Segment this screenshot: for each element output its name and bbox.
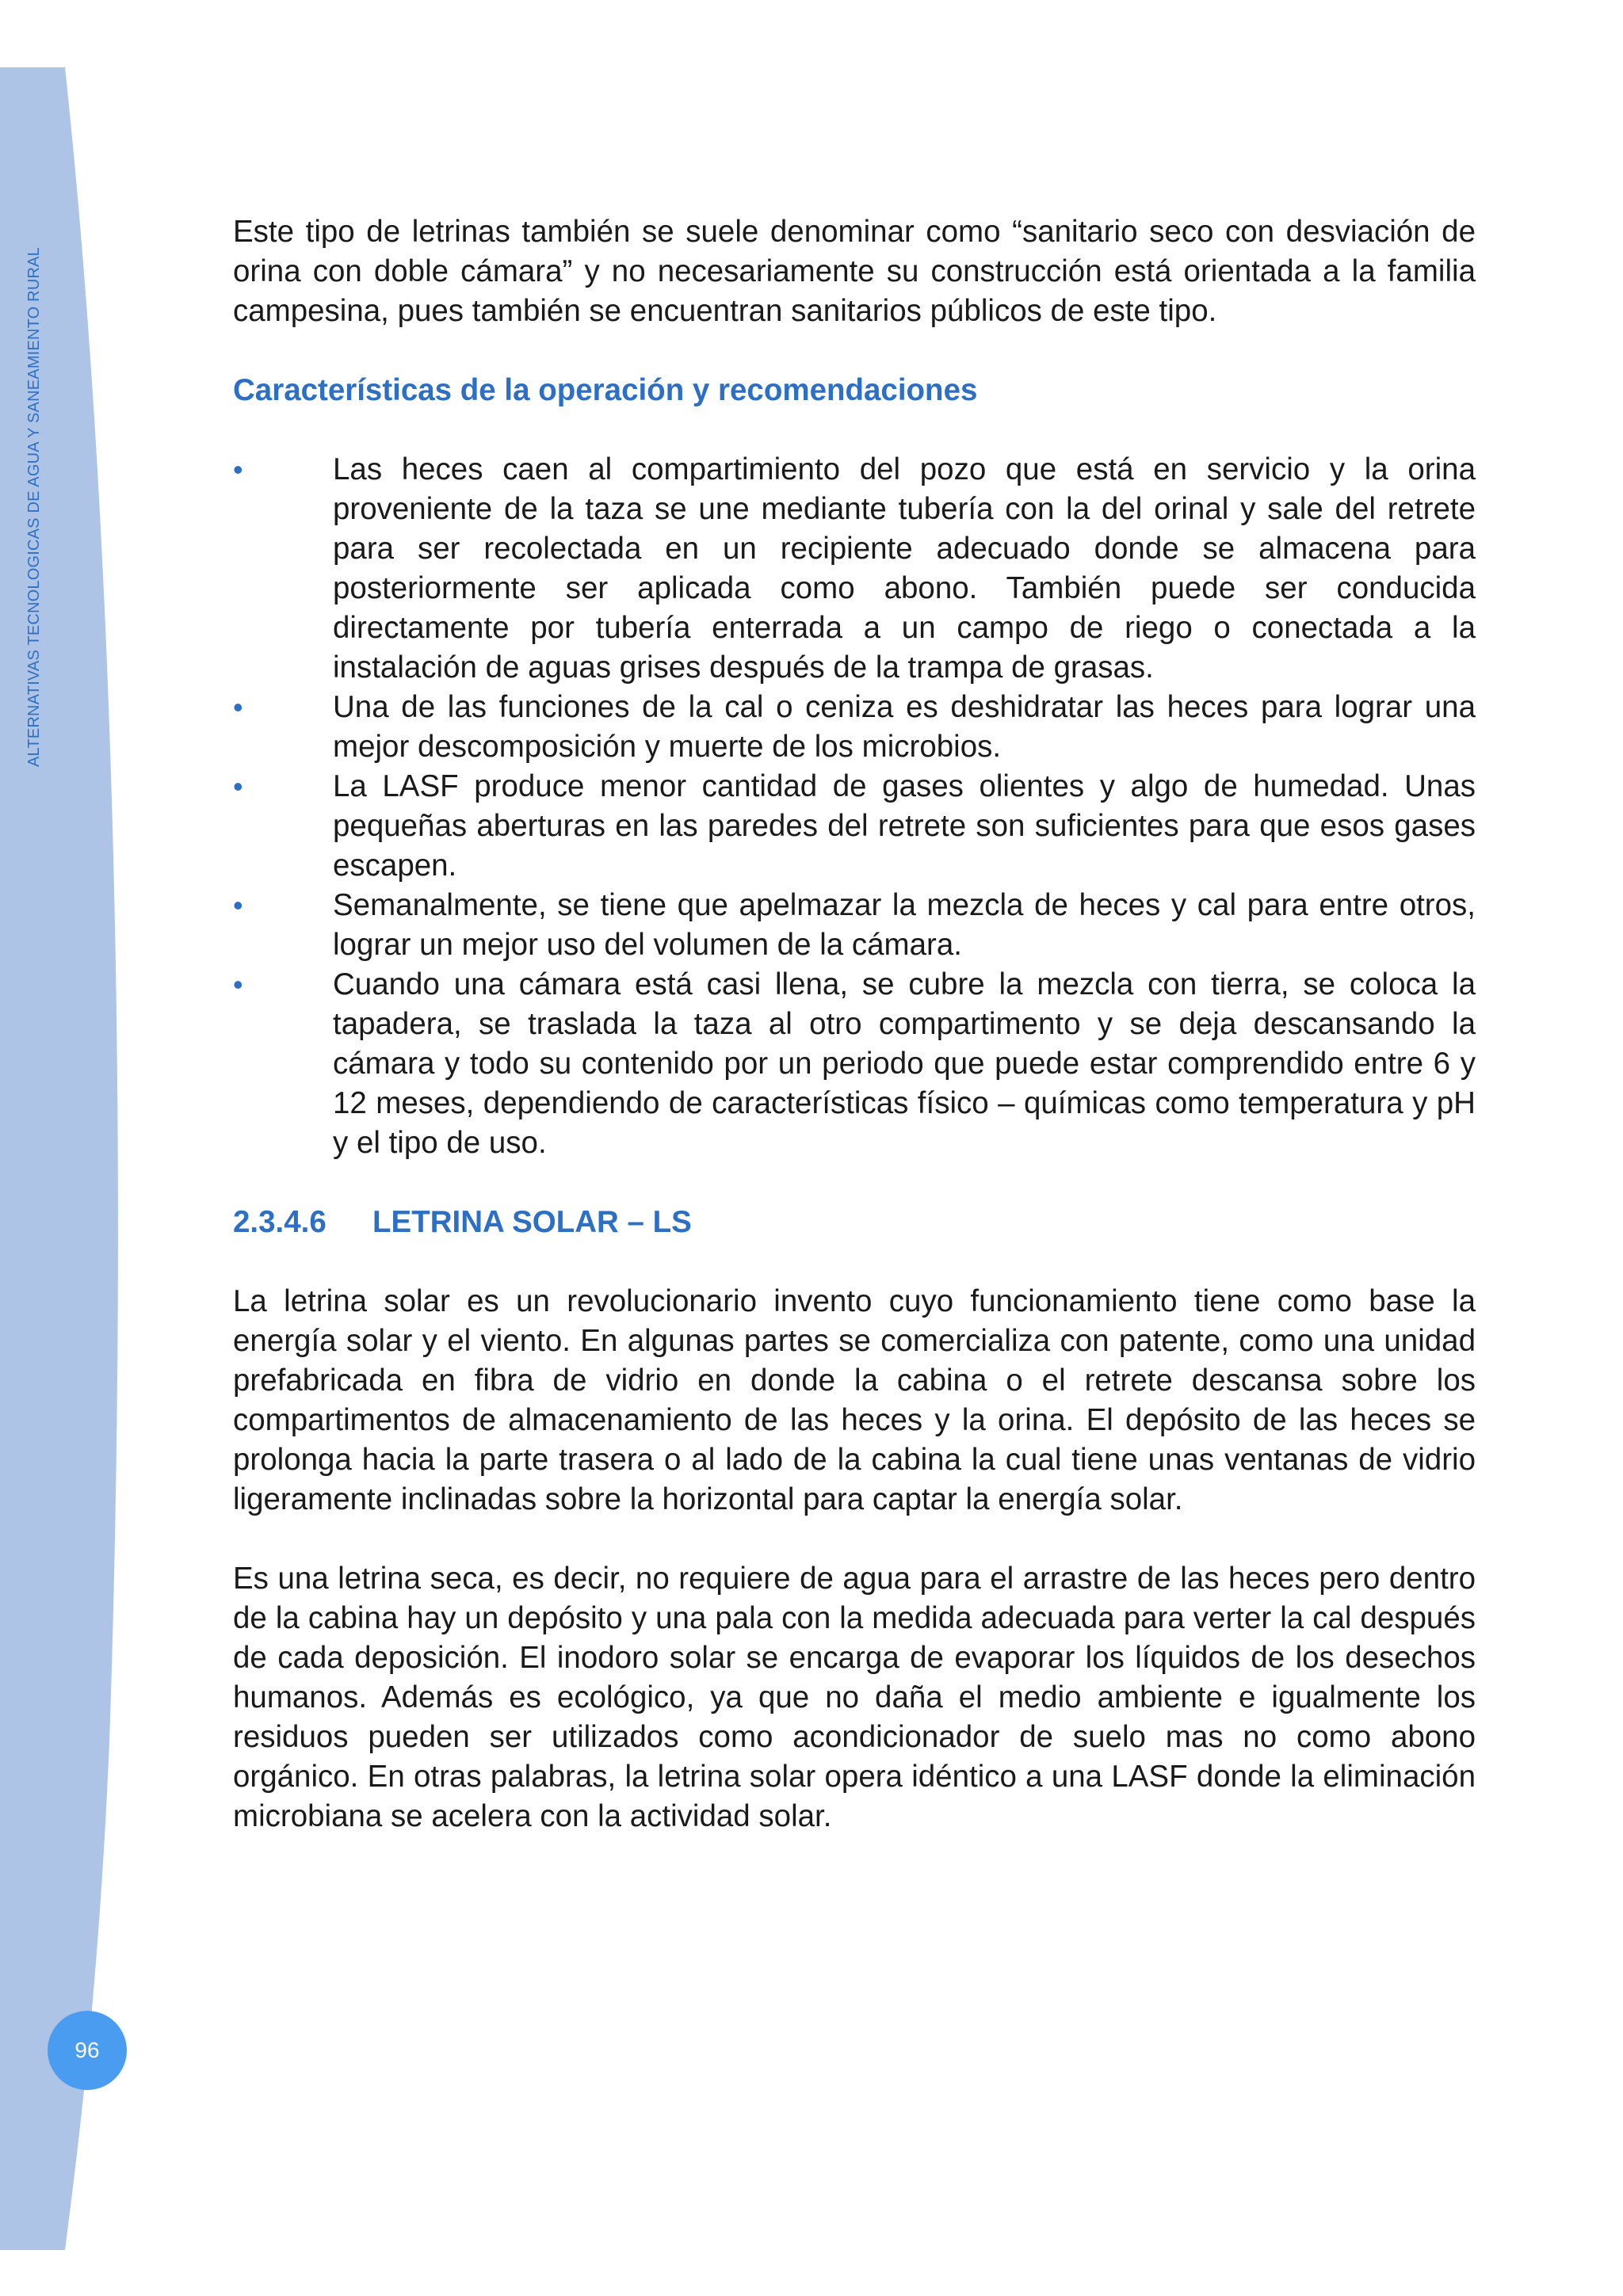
list-item-text: Una de las funciones de la cal o ceniza es deshidratar las heces para lograr una mejor descomposición y muerte de los microbios.	[333, 690, 1476, 764]
list-item	[233, 450, 1476, 688]
intro-paragraph: Este tipo de letrinas también se suele denominar como “sanitario seco con desviación de orina con doble cámara” y no necesariamente su construcción está orientada a la familia campesina, pues también se encuentran sanitarios públicos de este tipo.	[233, 215, 1476, 328]
section-heading	[233, 1203, 1476, 1242]
body-paragraph: Es una letrina seca, es decir, no requiere de agua para el arrastre de las heces pero dentro de la cabina hay un depósito y una pala con la medida adecuada para verter la cal después de cada deposición. El inodoro solar se encarga de evaporar los líquidos de los desechos humanos. Además es ecológico, ya que no daña el medio ambiente e igualmente los residuos pueden ser utilizados como acondicionador de suelo mas no como abono orgánico. En otras palabras, la letrina solar opera idéntico a una LASF donde la eliminación microbiana se acelera con la actividad solar.	[233, 1562, 1476, 1833]
list-item	[233, 767, 1476, 886]
bullet-icon: •	[233, 889, 243, 921]
page-content	[233, 212, 1476, 1836]
section-title: LETRINA SOLAR – LS	[372, 1205, 692, 1239]
list-item-text: Las heces caen al compartimiento del pozo que está en servicio y la orina proveniente de la taza se une mediante tubería con la del orinal y sale del retrete para ser recolectada en un recipiente adecuado donde se almacena para posteriormente ser aplicada como abono. También puede ser conducida directamente por tubería enterrada a un campo de riego o conectada a la instalación de aguas grises después de la trampa de grasas.	[333, 452, 1476, 685]
bullet-icon: •	[233, 770, 243, 803]
side-decorative-band	[0, 0, 127, 2296]
body-paragraph: La letrina solar es un revolucionario invento cuyo funcionamiento tiene como base la energía solar y el viento. En algunas partes se comercializa con patente, como una unidad prefabricada en fibra de vidrio en donde la cabina o el retrete descansa sobre los compartimentos de almacenamiento de las heces y la orina. El depósito de las heces se prolonga hacia la parte trasera o al lado de la cabina la cual tiene unas ventanas de vidrio ligeramente inclinadas sobre la horizontal para captar la energía solar.	[233, 1284, 1476, 1516]
list-item	[233, 688, 1476, 767]
recommendations-list	[233, 450, 1476, 1163]
list-item-text: La LASF produce menor cantidad de gases olientes y algo de humedad. Unas pequeñas aberturas en las paredes del retrete son suficientes para que esos gases escapen.	[333, 769, 1476, 883]
page-number: 96	[74, 2038, 100, 2062]
running-title: ALTERNATIVAS TECNOLOGICAS DE AGUA Y SANEAMIENTO RURAL	[25, 247, 43, 767]
subheading-characteristics: Características de la operación y recomendaciones	[233, 373, 978, 407]
page-number-badge	[48, 2011, 127, 2090]
bullet-icon: •	[233, 691, 243, 723]
section-number: 2.3.4.6	[233, 1205, 327, 1239]
bullet-icon: •	[233, 453, 243, 486]
list-item	[233, 965, 1476, 1163]
list-item	[233, 886, 1476, 965]
list-item-text: Semanalmente, se tiene que apelmazar la mezcla de heces y cal para entre otros, lograr un mejor uso del volumen de la cámara.	[333, 888, 1476, 962]
list-item-text: Cuando una cámara está casi llena, se cubre la mezcla con tierra, se coloca la tapadera, se traslada la taza al otro compartimento y se deja descansando la cámara y todo su contenido por un periodo que puede estar comprendido entre 6 y 12 meses, dependiendo de características físico – químicas como temperatura y pH y el tipo de uso.	[333, 967, 1476, 1160]
bullet-icon: •	[233, 968, 243, 1001]
